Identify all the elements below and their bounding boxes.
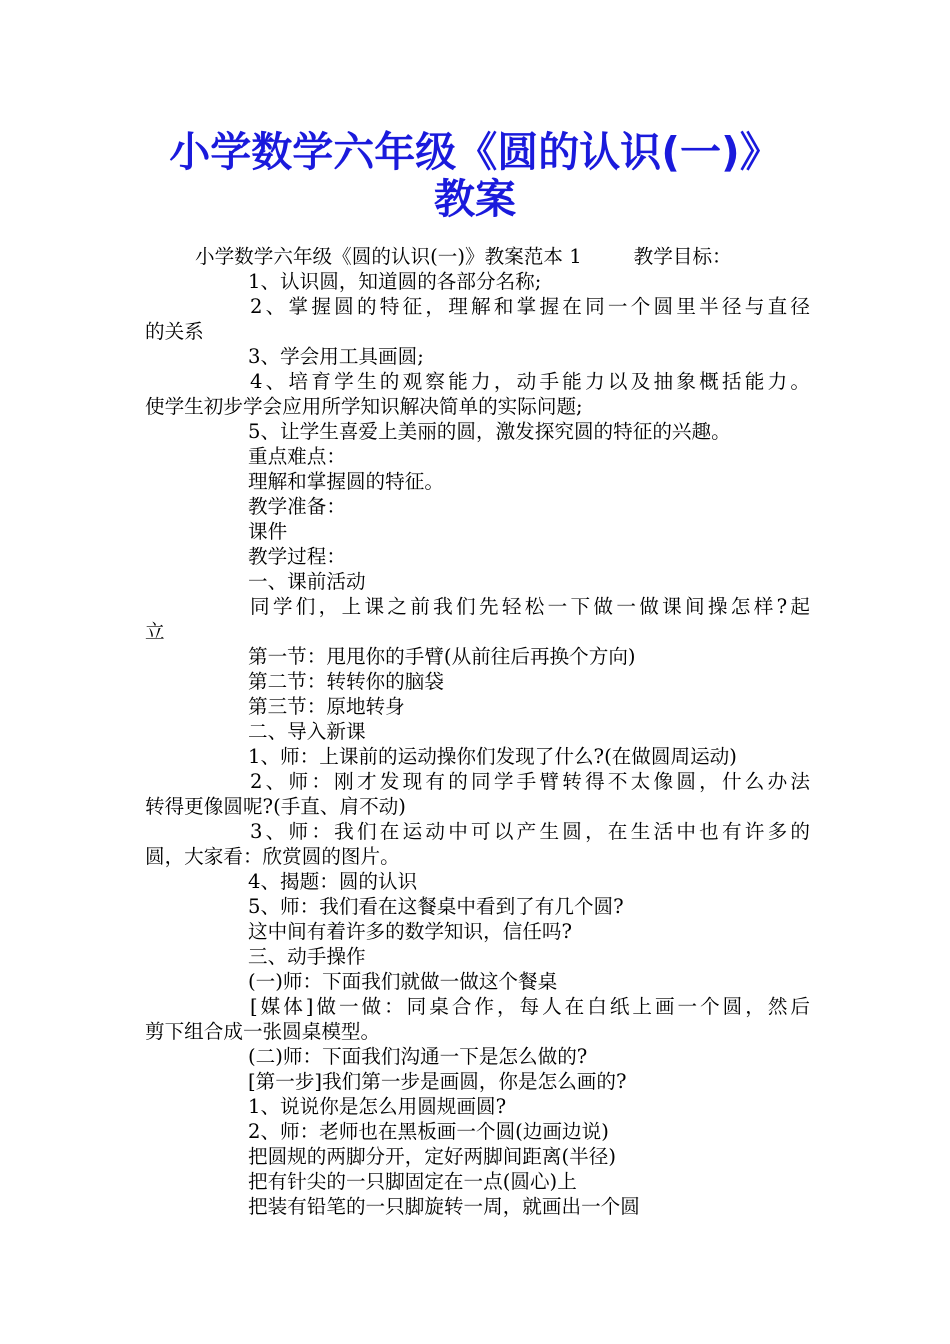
paragraph-line: 理解和掌握圆的特征。: [248, 470, 444, 493]
paragraph-line: 第一节：甩甩你的手臂(从前往后再换个方向): [248, 645, 636, 668]
body-lines: [145, 269, 810, 1219]
paragraph-continuation: 立: [145, 620, 165, 643]
paragraph-line: (二)师：下面我们沟通一下是怎么做的?: [248, 1045, 588, 1068]
intro-line: [145, 244, 810, 269]
paragraph-continuation: 的关系: [145, 320, 204, 343]
paragraph-line: 教学过程：: [248, 545, 346, 568]
paragraph-line: 把有针尖的一只脚固定在一点(圆心)上: [248, 1170, 577, 1193]
paragraph-line: 课件: [248, 520, 288, 543]
paragraph-line: 教学准备：: [248, 495, 346, 518]
paragraph-line: 重点难点：: [248, 445, 346, 468]
paragraph-line: [媒体]做一做：同桌合作，每人在白纸上画一个圆，然后: [250, 995, 810, 1018]
paragraph-line: 4、揭题：圆的认识: [248, 870, 418, 893]
paragraph-line: 一、课前活动: [248, 570, 366, 593]
paragraph-line: 3、师：我们在运动中可以产生圆，在生活中也有许多的: [250, 820, 810, 843]
paragraph-line: 同学们，上课之前我们先轻松一下做一做课间操怎样?起: [250, 595, 810, 618]
paragraph-line: 5、让学生喜爱上美丽的圆，激发探究圆的特征的兴趣。: [248, 420, 731, 443]
paragraph-continuation: 剪下组合成一张圆桌模型。: [145, 1020, 381, 1043]
paragraph-line: 二、导入新课: [248, 720, 366, 743]
paragraph-line: 1、认识圆，知道圆的各部分名称;: [248, 270, 542, 293]
paragraph-line: 4、培育学生的观察能力，动手能力以及抽象概括能力。: [250, 370, 810, 393]
paragraph-line: (一)师：下面我们就做一做这个餐桌: [248, 970, 558, 993]
paragraph-line: 1、说说你是怎么用圆规画圆?: [248, 1095, 507, 1118]
paragraph-line: 2、师：刚才发现有的同学手臂转得不太像圆，什么办法: [250, 770, 810, 793]
doc-body: [145, 244, 810, 1219]
paragraph-line: 三、动手操作: [248, 945, 366, 968]
paragraph-line: 1、师：上课前的运动操你们发现了什么?(在做圆周运动): [248, 745, 737, 768]
paragraph-line: 第三节：原地转身: [248, 695, 405, 718]
paragraph-line: 2、掌握圆的特征，理解和掌握在同一个圆里半径与直径: [250, 295, 810, 318]
paragraph-continuation: 圆，大家看：欣赏圆的图片。: [145, 845, 400, 868]
intro-lead: 小学数学六年级《圆的认识(一)》教案范本 1: [195, 245, 582, 268]
paragraph-line: [第一步]我们第一步是画圆，你是怎么画的?: [248, 1070, 627, 1093]
paragraph-line: 把装有铅笔的一只脚旋转一周，就画出一个圆: [248, 1195, 640, 1218]
paragraph-line: 把圆规的两脚分开，定好两脚间距离(半径): [248, 1145, 616, 1168]
paragraph-line: 这中间有着许多的数学知识，信任吗?: [248, 920, 573, 943]
doc-title-line2: 教案: [434, 175, 516, 223]
doc-title-line1: 小学数学六年级《圆的认识(一)》: [169, 128, 781, 176]
paragraph-line: 第二节：转转你的脑袋: [248, 670, 444, 693]
paragraph-continuation: 转得更像圆呢?(手直、肩不动): [145, 795, 406, 818]
paragraph-line: 3、学会用工具画圆;: [248, 345, 424, 368]
paragraph-line: 5、师：我们看在这餐桌中看到了有几个圆?: [248, 895, 624, 918]
paragraph-line: 2、师：老师也在黑板画一个圆(边画边说): [248, 1120, 609, 1143]
goal-label: 教学目标：: [633, 245, 732, 268]
paragraph-continuation: 使学生初步学会应用所学知识解决简单的实际问题;: [145, 395, 583, 418]
